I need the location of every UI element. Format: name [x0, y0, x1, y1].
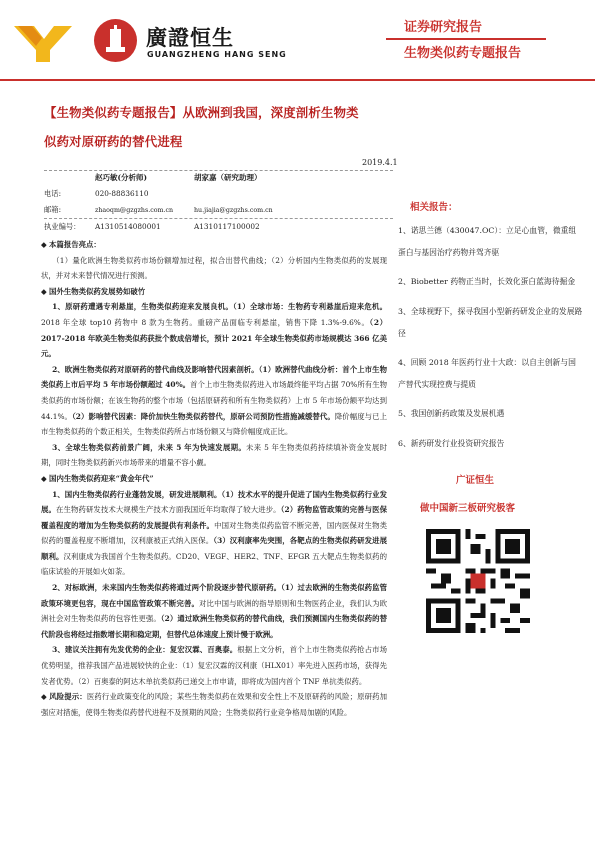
email-label: 邮箱:: [44, 205, 62, 214]
brand-logo-icon: [12, 24, 74, 64]
related-report-item[interactable]: 1、诺思兰德（430047.OC）：立足心血管，微重组蛋白与基因治疗药物并驾齐驱: [398, 226, 577, 258]
report-type: 证券研究报告: [404, 20, 483, 35]
author-1-license: A1310514080001: [95, 222, 161, 231]
author-2-email[interactable]: hu.jiajia@gzgzhs.com.cn: [194, 207, 273, 214]
header-rule: [0, 79, 595, 81]
divider: [44, 170, 393, 171]
related-report-item[interactable]: 2、Biobetter 药物正当时，长效化蛋白蓝海待掘金: [398, 277, 576, 287]
bullet-icon: ◆: [41, 473, 47, 483]
related-report-item[interactable]: 6、新药研发行业投资研究报告: [398, 438, 505, 448]
section-heading: 本篇报告亮点：: [49, 240, 101, 249]
seal-logo-icon: [94, 19, 137, 62]
paragraph: 3、建议关注拥有先发优势的企业：复宏汉霖、百奥泰。根据上文分析，首个上市生物类似药抢占市场优势明显，推荐我国产品进展较快的企业：（1）复宏汉霖的汉利康（HLX01）率先进入医药市场，获得先发者优势。（2）百奥泰的阿达木单抗类似药已递交上市申请，即将成为国内首个 TNF 单抗类似药。: [41, 645, 387, 686]
paragraph: 3、全球生物类似药前景广阔，未来 5 年为快速发展期。未来 5 年生物类似药持续填补资金发展时期，同时生物类似药新兴市场带来的增量不容小觑。: [41, 442, 387, 468]
risk-label: 风险提示：: [49, 692, 87, 702]
related-report-item[interactable]: 5、我国创新药政策及发展机遇: [398, 409, 505, 419]
bullet-icon: ◆: [41, 286, 47, 296]
related-reports-title: 相关报告：: [410, 202, 458, 213]
bullet-icon: ◆: [41, 240, 47, 249]
paragraph: 2、对标欧洲，未来国内生物类似药将通过两个阶段逐步替代原研药。（1）过去欧洲的生物类似药监管政策环境更包容，现在中国监管政策不断完善。对比中国与欧洲的指导原则和生物医药企业，我们认为欧洲社会对生物类似药的包容性更强。（2）通过欧洲生物类似药的替代曲线，我们预测国内生物类似药的替代阶段也将经过指数增长期和稳定期，但替代总体速度上预计慢于欧洲。: [41, 583, 387, 639]
paragraph: 1、国内生物类似药行业蓬勃发展，研发进展顺利。（1）技术水平的提升促进了国内生物类似药行业发展。在生物药研发技术大规模生产技术方面我国近年均取得了较大进步。（2）药物监管政策的完善与医保覆盖程度的增加为生物类似药的发展提供有利条件。中国对生物类似药监管不断完善，国内医保对生物类似药的覆盖程度不断增加，汉利康被正式纳入医保。（3）汉利康率先突围，各靶点的生物类似药研发进展顺利。汉利康成为我国首个生物类似药。CD20、VEGF、HER2、TNF、EFGR 五大靶点生物类似药的临床试验的开展如火如荼。: [41, 489, 387, 577]
section-heading: 国内生物类似药迎来“黄金年代”: [49, 473, 154, 483]
phone-label: 电话:: [44, 189, 62, 198]
section-heading: 国外生物类似药发展势如破竹: [49, 286, 146, 296]
author-1-email[interactable]: zhaoqm@gzgzhs.com.cn: [95, 207, 174, 214]
qr-code-icon[interactable]: [426, 529, 530, 633]
paragraph: 1、原研药遭遇专利悬崖，生物类似药迎来发展良机。（1）全球市场：生物药专利悬崖后迎来危机。2018 年全球 top10 药物中 8 款为生物药。重磅产品面临专利悬崖，销售下降 1.3%-9.6%。（2）2017-2018 年欧美生物类似药获批个数成倍增长，预计 2021 年全球生物类似药市场规模达 366 亿美元。: [41, 302, 387, 359]
divider: [44, 218, 393, 219]
related-report-item[interactable]: 4、回顾 2018 年医药行业十大政：以自主创新与国产替代实现控费与提质: [398, 358, 576, 390]
report-series: 生物类似药专题报告: [404, 46, 522, 61]
author-1-name: 赵巧敏(分析师): [95, 173, 148, 182]
report-date: 2019.4.1: [362, 158, 398, 167]
paragraph: （1）量化欧洲生物类似药市场份额增加过程，拟合出替代曲线；（2）分析国内生物类似药的发展现状，并对未来替代情况进行预测。: [41, 255, 387, 281]
brand-name-en: GUANGZHENG HANG SENG: [147, 50, 287, 59]
paragraph: 2、欧洲生物类似药对原研药的替代曲线及影响替代因素剖析。（1）欧洲替代曲线分析：首个上市生物类似药上市后平均 5 年市场份额超过 40%。首个上市生物类似药进入市场最终能平均占据 70%所有生物类似药的市场份额；在该生物药的整个市场（包括原研药和所有生物类似药）上市 5 年市场份额平均达到 44.1%。（2）影响替代因素：降价加快生物类似药替代，原研公司预防性措施减缓替代。降价幅度与已上市生物类似药的个数正相关，生物类似药所占市场份额又与降价幅度成正比。: [41, 364, 388, 437]
promo-brand: 广证恒生: [456, 475, 495, 486]
related-report-item[interactable]: 3、全球视野下，探寻我国小型新药研发企业的发展路径: [398, 306, 583, 338]
author-2-name: 胡家嘉（研究助理）: [194, 173, 262, 182]
bullet-icon: ◆: [41, 692, 47, 702]
license-label: 执业编号：: [44, 222, 81, 231]
author-2-license: A1310117100002: [194, 222, 260, 231]
phone-value: 020-88836110: [95, 189, 149, 198]
promo-slogan: 做中国新三板研究极客: [420, 503, 516, 514]
report-summary: [41, 237, 387, 720]
report-title-line2: 似药对原研药的替代进程: [44, 134, 183, 149]
brand-name-cn: 廣證恒生: [146, 26, 234, 50]
report-title-line1: 【生物类似药专题报告】从欧洲到我国，深度剖析生物类: [44, 105, 359, 120]
header-divider: [386, 38, 546, 40]
related-reports-list: [398, 220, 583, 455]
risk-text: 医药行业政策变化的风险；某些生物类似药在效果和安全性上不及原研药的风险；原研药加强应对措施，使得生物类似药替代进程不及预期的风险；生物类似药行业竞争格局加剧的风险。: [41, 692, 387, 717]
